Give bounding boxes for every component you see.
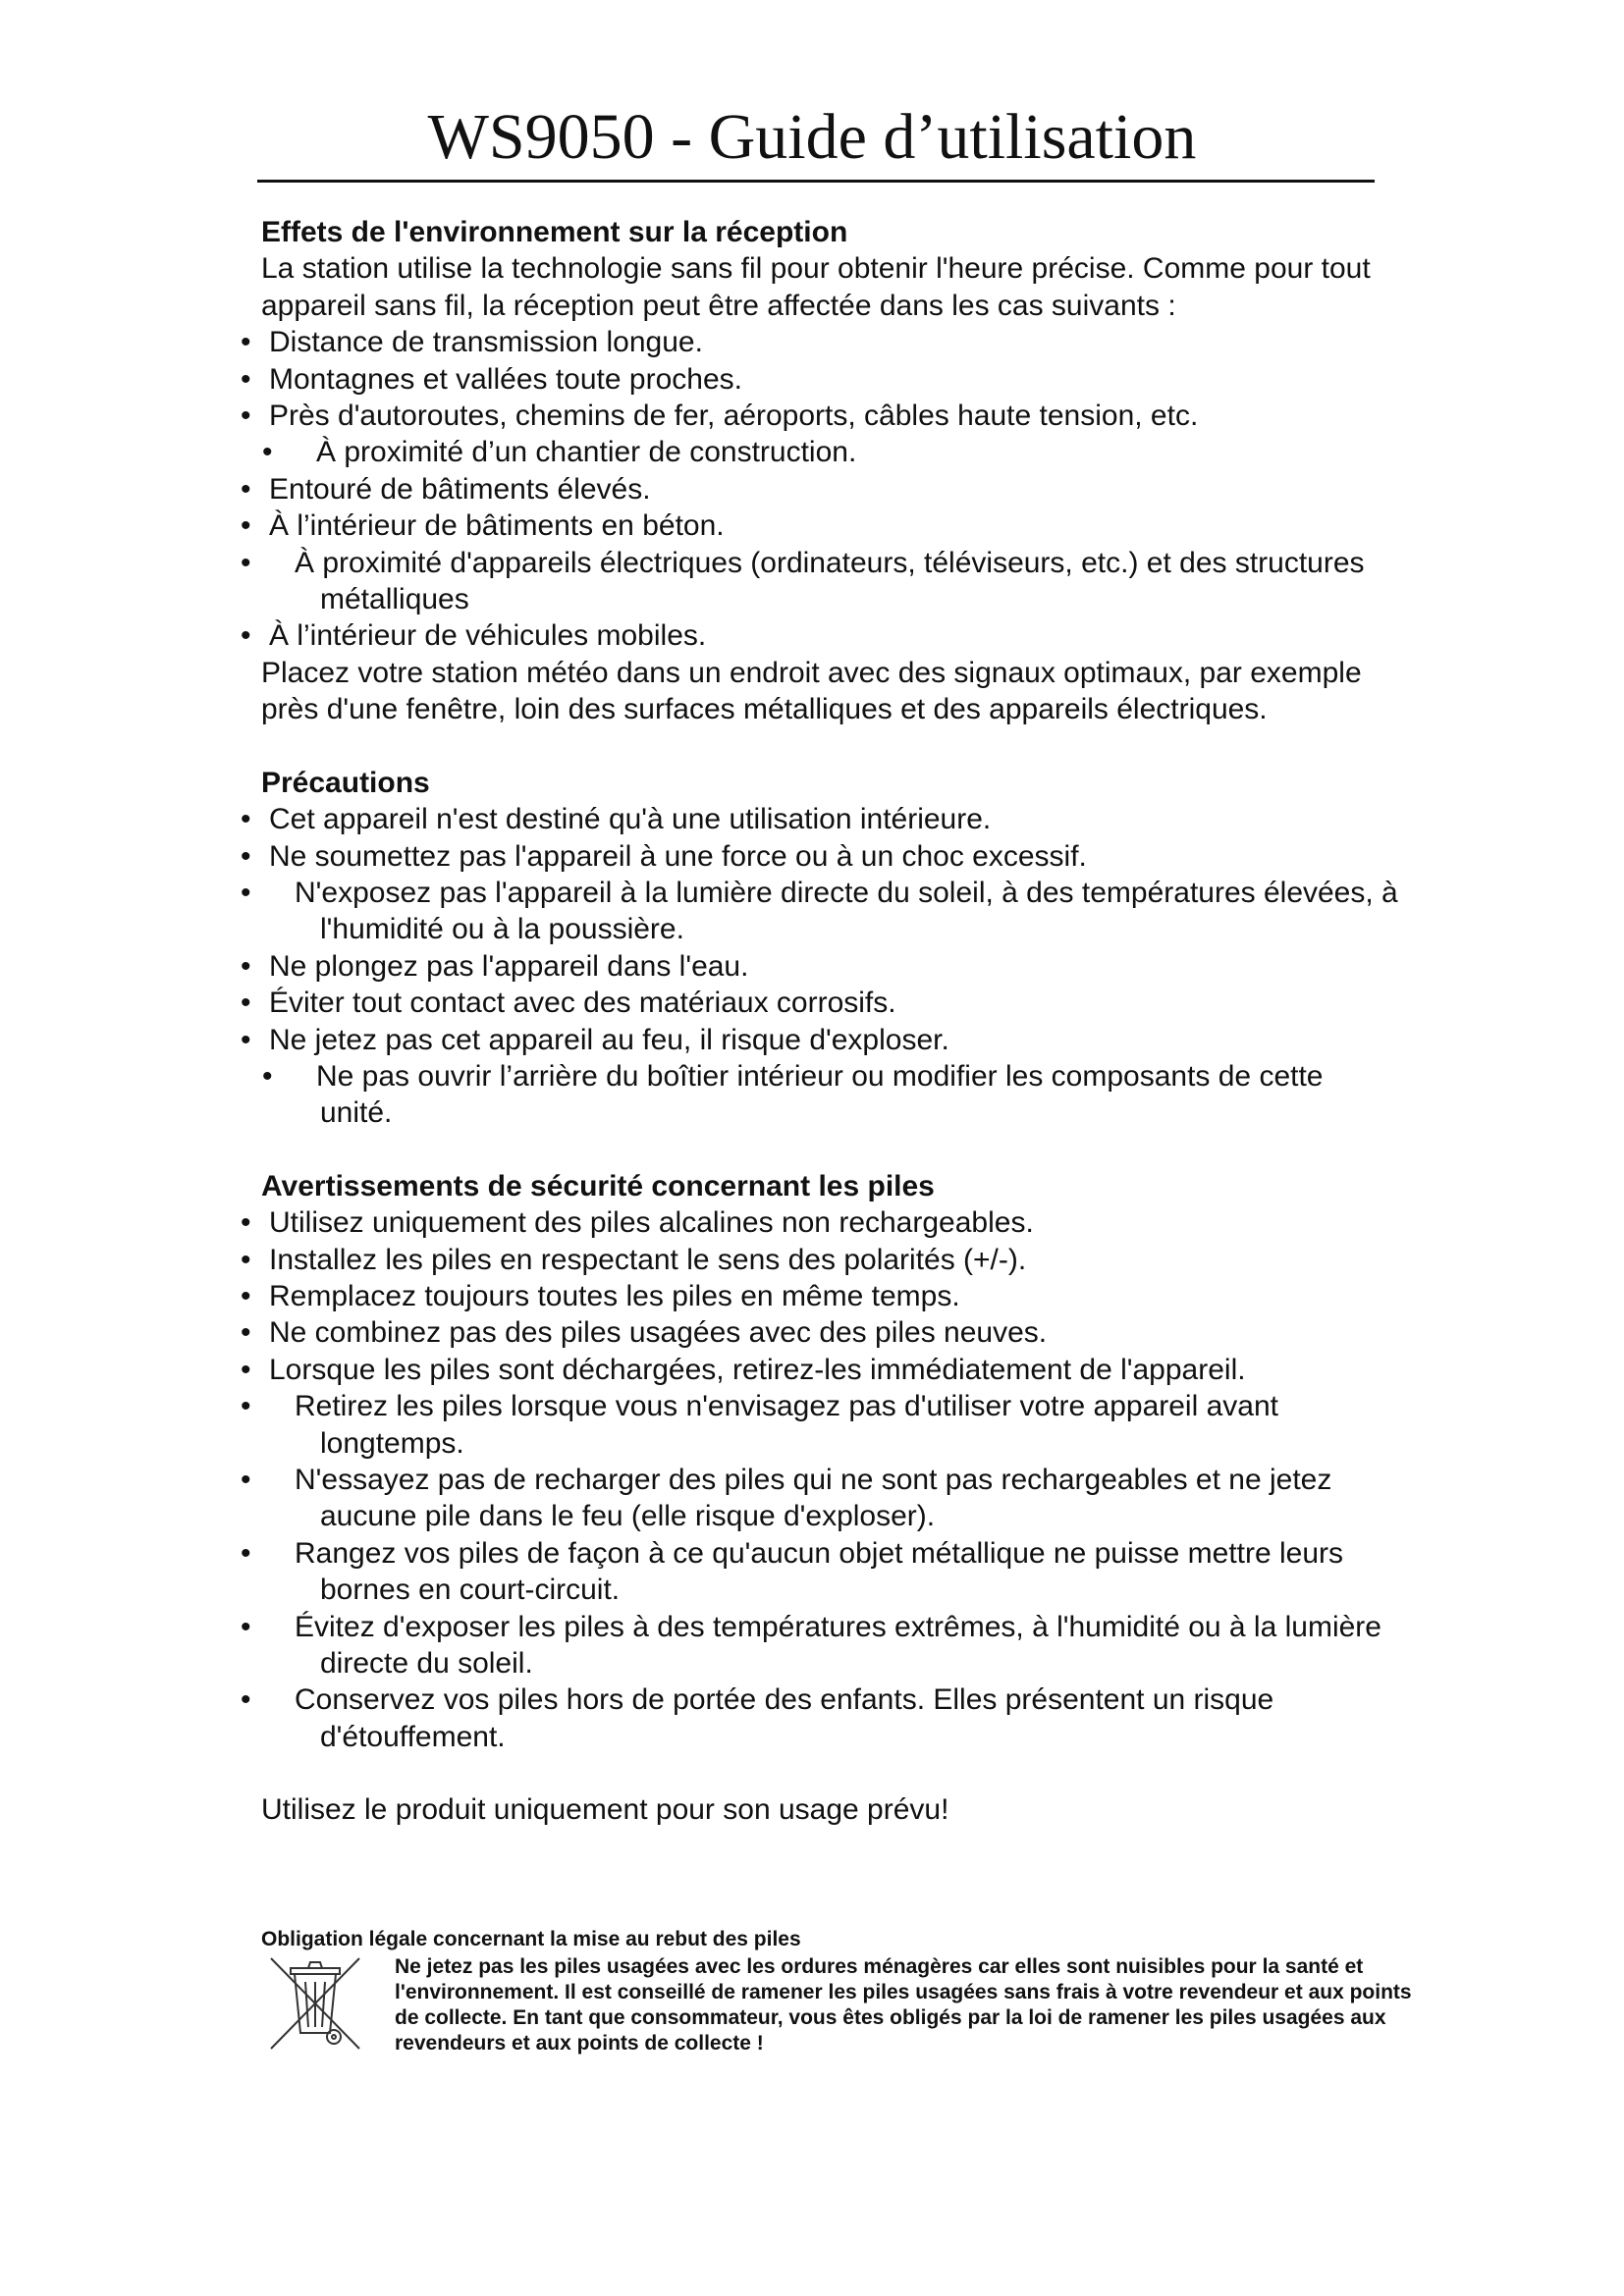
list-item: • Distance de transmission longue.	[261, 324, 1400, 360]
list-item: • N'essayez pas de recharger des piles qui ne sont pas rechargeables et ne jetez aucune pile dans le feu (elle risque d'exploser).	[261, 1462, 1400, 1535]
crossed-out-bin-icon	[261, 1954, 369, 2053]
disposal-heading: Obligation légale concernant la mise au rebut des piles	[261, 1928, 801, 1950]
section-heading-batteries: Avertissements de sécurité concernant les piles	[261, 1169, 935, 1202]
section-heading-reception: Effets de l'environnement sur la réception	[261, 216, 848, 248]
list-item: • Entouré de bâtiments élevés.	[261, 471, 1400, 507]
list-item: • À l’intérieur de bâtiments en béton.	[261, 507, 1400, 544]
precautions-list	[261, 801, 1400, 1132]
list-item: • Ne jetez pas cet appareil au feu, il risque d'exploser.	[261, 1022, 1400, 1058]
list-item: • Cet appareil n'est destiné qu'à une utilisation intérieure.	[261, 801, 1400, 837]
list-item: • Conservez vos piles hors de portée des enfants. Elles présentent un risque d'étouffement.	[261, 1682, 1400, 1755]
list-item: • Ne plongez pas l'appareil dans l'eau.	[261, 948, 1400, 985]
reception-list	[261, 324, 1400, 655]
batteries-list	[261, 1204, 1400, 1755]
list-item: • Installez les piles en respectant le sens des polarités (+/-).	[261, 1242, 1400, 1278]
disposal-body: Ne jetez pas les piles usagées avec les ordures ménagères car elles sont nuisibles pour la santé et l'environnement. Il est conseillé de ramener les piles usagées sans frais à votre revendeur et aux points de collecte. En tant que consommateur, vous êtes obligés par la loi de ramener les piles usagées aux revendeurs et aux points de collecte !	[395, 1955, 1412, 2055]
list-item: • Ne soumettez pas l'appareil à une force ou à un choc excessif.	[261, 838, 1400, 875]
document-body	[261, 214, 1400, 1829]
list-item: • Près d'autoroutes, chemins de fer, aéroports, câbles haute tension, etc.	[261, 398, 1400, 434]
list-item: • Rangez vos piles de façon à ce qu'aucun objet métallique ne puisse mettre leurs bornes en court-circuit.	[261, 1535, 1400, 1609]
list-item: • Ne combinez pas des piles usagées avec des piles neuves.	[261, 1314, 1400, 1351]
list-item: • Éviter tout contact avec des matériaux corrosifs.	[261, 985, 1400, 1021]
reception-intro: La station utilise la technologie sans fil pour obtenir l'heure précise. Comme pour tout appareil sans fil, la réception peut être affectée dans les cas suivants :	[261, 252, 1371, 322]
usage-note: Utilisez le produit uniquement pour son usage prévu!	[261, 1793, 949, 1827]
section-heading-precautions: Précautions	[261, 766, 430, 799]
reception-outro: Placez votre station météo dans un endroit avec des signaux optimaux, par exemple près d'une fenêtre, loin des surfaces métalliques et des appareils électriques.	[261, 656, 1362, 726]
list-item: • Montagnes et vallées toute proches.	[261, 361, 1400, 398]
list-item: • À proximité d’un chantier de construction.	[261, 434, 1400, 470]
list-item: • À proximité d'appareils électriques (ordinateurs, téléviseurs, etc.) et des structures métalliques	[261, 545, 1400, 618]
list-item: • Remplacez toujours toutes les piles en même temps.	[261, 1278, 1400, 1314]
list-item: • À l’intérieur de véhicules mobiles.	[261, 617, 1400, 654]
list-item: • Ne pas ouvrir l’arrière du boîtier intérieur ou modifier les composants de cette unité.	[261, 1058, 1400, 1132]
list-item: • Évitez d'exposer les piles à des températures extrêmes, à l'humidité ou à la lumière directe du soleil.	[261, 1609, 1400, 1682]
list-item: • Retirez les piles lorsque vous n'envisagez pas d'utiliser votre appareil avant longtemps.	[261, 1388, 1400, 1462]
list-item: • N'exposez pas l'appareil à la lumière directe du soleil, à des températures élevées, à l'humidité ou à la poussière.	[261, 875, 1400, 948]
list-item: • Lorsque les piles sont déchargées, retirez-les immédiatement de l'appareil.	[261, 1352, 1400, 1388]
disposal-notice	[261, 1927, 1420, 2055]
page-title: WS9050 - Guide d’utilisation	[427, 101, 1197, 173]
list-item: • Utilisez uniquement des piles alcalines non rechargeables.	[261, 1204, 1400, 1241]
title-rule	[257, 180, 1375, 183]
